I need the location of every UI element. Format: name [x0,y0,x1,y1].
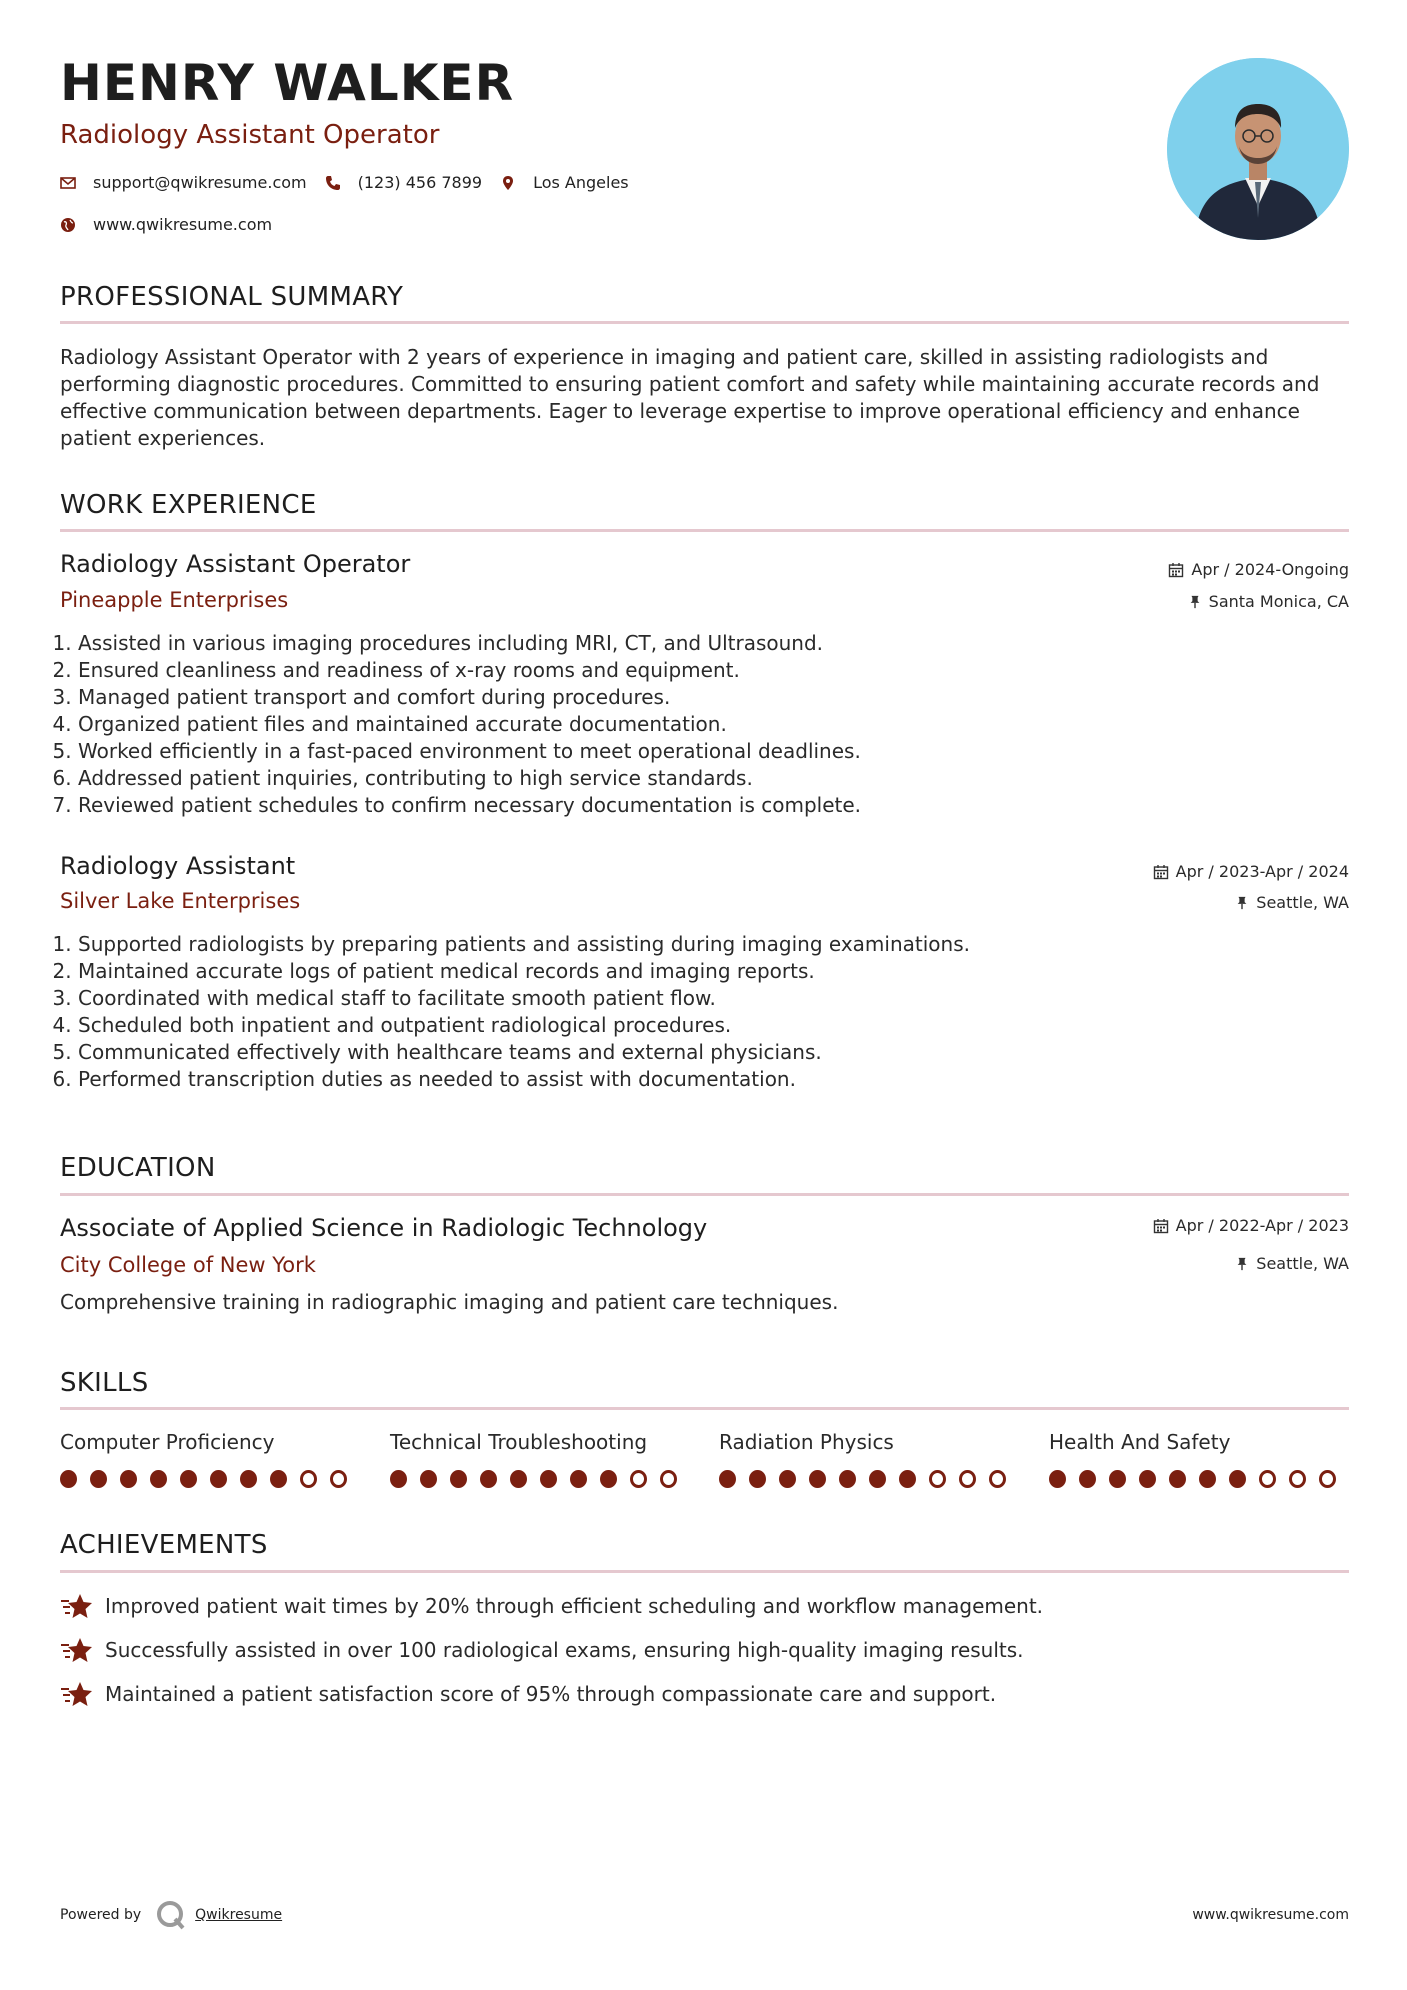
footer-website[interactable]: www.qwikresume.com [1192,1907,1349,1923]
star-badge-icon [60,1592,92,1620]
brand-link[interactable]: Qwikresume [195,1907,283,1923]
list-item: 5. Worked efficiently in a fast-paced environment to meet operational deadlines. [78,738,861,765]
achievements-divider [60,1570,1349,1573]
experience-heading: WORK EXPERIENCE [60,490,317,520]
contact-phone[interactable] [325,173,482,192]
achievement-text: Improved patient wait times by 20% through efficient scheduling and workflow management. [105,1594,1044,1618]
list-item: 4. Scheduled both inpatient and outpatient radiological procedures. [78,1012,970,1039]
skill-rating [390,1470,690,1488]
summary-text: Radiology Assistant Operator with 2 years of experience in imaging and patient care, skilled in assisting radiologists and performing diagnostic procedures. Committed to ensuring patient comfort and safety while maintaining accurate records and effective communication between departments. Eager to leverage expertise to improve operational efficiency and enhance patient experiences. [60,345,1320,450]
job-location-text: Santa Monica, CA [1208,592,1349,611]
calendar-icon [1153,864,1169,880]
achievements-heading: ACHIEVEMENTS [60,1530,268,1560]
rating-dot-filled [869,1470,886,1488]
rating-dot-filled [600,1470,617,1488]
rating-dot-filled [90,1470,107,1488]
list-item: 2. Maintained accurate logs of patient medical records and imaging reports. [78,958,970,985]
mail-icon [60,175,76,191]
powered-by-label: Powered by [60,1907,142,1923]
education-date-text: Apr / 2022-Apr / 2023 [1175,1216,1349,1235]
summary-divider [60,321,1349,324]
contact-website[interactable] [60,215,272,234]
rating-dot-empty [330,1470,347,1488]
skill-rating [1049,1470,1349,1488]
job-location [1235,893,1349,912]
skill-name: Technical Troubleshooting [390,1430,648,1454]
skill-name: Computer Proficiency [60,1430,275,1454]
pin-icon [1235,1256,1249,1272]
map-pin-icon [500,175,516,191]
contact-row-secondary [60,215,290,234]
skill-item [390,1430,690,1488]
rating-dot-filled [450,1470,467,1488]
list-item: 3. Coordinated with medical staff to facilitate smooth patient flow. [78,985,970,1012]
rating-dot-filled [1049,1470,1066,1488]
contact-row-primary [60,173,647,192]
job-location [1188,592,1349,611]
email-text: support@qwikresume.com [93,173,307,192]
rating-dot-filled [1139,1470,1156,1488]
phone-text: (123) 456 7899 [357,173,483,192]
list-item: 2. Ensured cleanliness and readiness of x-ray rooms and equipment. [78,657,861,684]
rating-dot-filled [1169,1470,1186,1488]
rating-dot-filled [270,1470,287,1488]
job-location-text: Seattle, WA [1256,893,1349,912]
rating-dot-empty [1259,1470,1276,1488]
skill-item [60,1430,360,1488]
experience-divider [60,529,1349,532]
rating-dot-filled [390,1470,407,1488]
calendar-icon [1168,562,1184,578]
rating-dot-filled [1199,1470,1216,1488]
summary-heading: PROFESSIONAL SUMMARY [60,282,404,312]
achievement-item [60,1636,1024,1664]
rating-dot-filled [180,1470,197,1488]
list-item: 5. Communicated effectively with healthcare teams and external physicians. [78,1039,970,1066]
rating-dot-filled [570,1470,587,1488]
resume-page [60,0,1349,1990]
skill-rating [60,1470,360,1488]
rating-dot-empty [1289,1470,1306,1488]
skill-item [719,1430,1019,1488]
job-date-text: Apr / 2023-Apr / 2024 [1175,862,1349,881]
rating-dot-empty [929,1470,946,1488]
pin-icon [1188,594,1202,610]
job-title: Radiology Assistant [60,852,296,880]
list-item: 1. Assisted in various imaging procedures including MRI, CT, and Ultrasound. [78,630,861,657]
location-text: Los Angeles [533,173,629,192]
job-duties-list [60,630,861,819]
rating-dot-filled [719,1470,736,1488]
rating-dot-empty [989,1470,1006,1488]
job-title: Radiology Assistant Operator [60,550,411,578]
education-heading: EDUCATION [60,1153,216,1183]
rating-dot-filled [210,1470,227,1488]
rating-dot-filled [899,1470,916,1488]
contact-location [500,173,629,192]
achievement-item [60,1680,996,1708]
school-name: City College of New York [60,1253,316,1277]
rating-dot-empty [630,1470,647,1488]
globe-icon [60,217,76,233]
qwikresume-logo-icon [155,1899,187,1931]
list-item: 6. Performed transcription duties as needed to assist with documentation. [78,1066,970,1093]
education-date [1153,1216,1349,1235]
skill-rating [719,1470,1019,1488]
job-duties-list [60,931,970,1093]
rating-dot-empty [959,1470,976,1488]
list-item: 4. Organized patient files and maintained accurate documentation. [78,711,861,738]
education-description: Comprehensive training in radiographic imaging and patient care techniques. [60,1290,839,1314]
degree-title: Associate of Applied Science in Radiologic Technology [60,1214,708,1242]
achievement-text: Successfully assisted in over 100 radiological exams, ensuring high-quality imaging results. [105,1638,1024,1662]
job-date [1153,862,1349,881]
rating-dot-filled [540,1470,557,1488]
job-company: Pineapple Enterprises [60,588,289,612]
job-company: Silver Lake Enterprises [60,889,301,913]
star-badge-icon [60,1680,92,1708]
candidate-name: HENRY WALKER [60,54,515,112]
star-badge-icon [60,1636,92,1664]
rating-dot-filled [749,1470,766,1488]
job-date-text: Apr / 2024-Ongoing [1191,560,1349,579]
rating-dot-filled [510,1470,527,1488]
skill-name: Radiation Physics [719,1430,894,1454]
calendar-icon [1153,1218,1169,1234]
rating-dot-filled [779,1470,796,1488]
rating-dot-filled [480,1470,497,1488]
rating-dot-filled [150,1470,167,1488]
candidate-role: Radiology Assistant Operator [60,120,440,150]
skill-item [1049,1430,1349,1488]
list-item: 6. Addressed patient inquiries, contributing to high service standards. [78,765,861,792]
skills-divider [60,1407,1349,1410]
rating-dot-filled [1079,1470,1096,1488]
phone-icon [325,175,341,191]
rating-dot-filled [1229,1470,1246,1488]
profile-photo [1167,58,1349,240]
pin-icon [1235,895,1249,911]
rating-dot-empty [660,1470,677,1488]
rating-dot-empty [1319,1470,1336,1488]
avatar [1167,58,1349,240]
website-text: www.qwikresume.com [93,215,273,234]
skill-name: Health And Safety [1049,1430,1231,1454]
education-location [1235,1254,1349,1273]
rating-dot-filled [1109,1470,1126,1488]
skills-heading: SKILLS [60,1368,149,1398]
list-item: 3. Managed patient transport and comfort during procedures. [78,684,861,711]
rating-dot-filled [420,1470,437,1488]
achievement-text: Maintained a patient satisfaction score of 95% through compassionate care and support. [105,1682,997,1706]
achievement-item [60,1592,1043,1620]
footer-powered-by [60,1899,282,1931]
contact-email[interactable] [60,173,307,192]
list-item: 7. Reviewed patient schedules to confirm necessary documentation is complete. [78,792,861,819]
job-date [1168,560,1349,579]
list-item: 1. Supported radiologists by preparing patients and assisting during imaging examinations. [78,931,970,958]
rating-dot-filled [809,1470,826,1488]
rating-dot-filled [120,1470,137,1488]
rating-dot-filled [240,1470,257,1488]
rating-dot-filled [60,1470,77,1488]
rating-dot-empty [300,1470,317,1488]
education-location-text: Seattle, WA [1256,1254,1349,1273]
education-divider [60,1193,1349,1196]
rating-dot-filled [839,1470,856,1488]
